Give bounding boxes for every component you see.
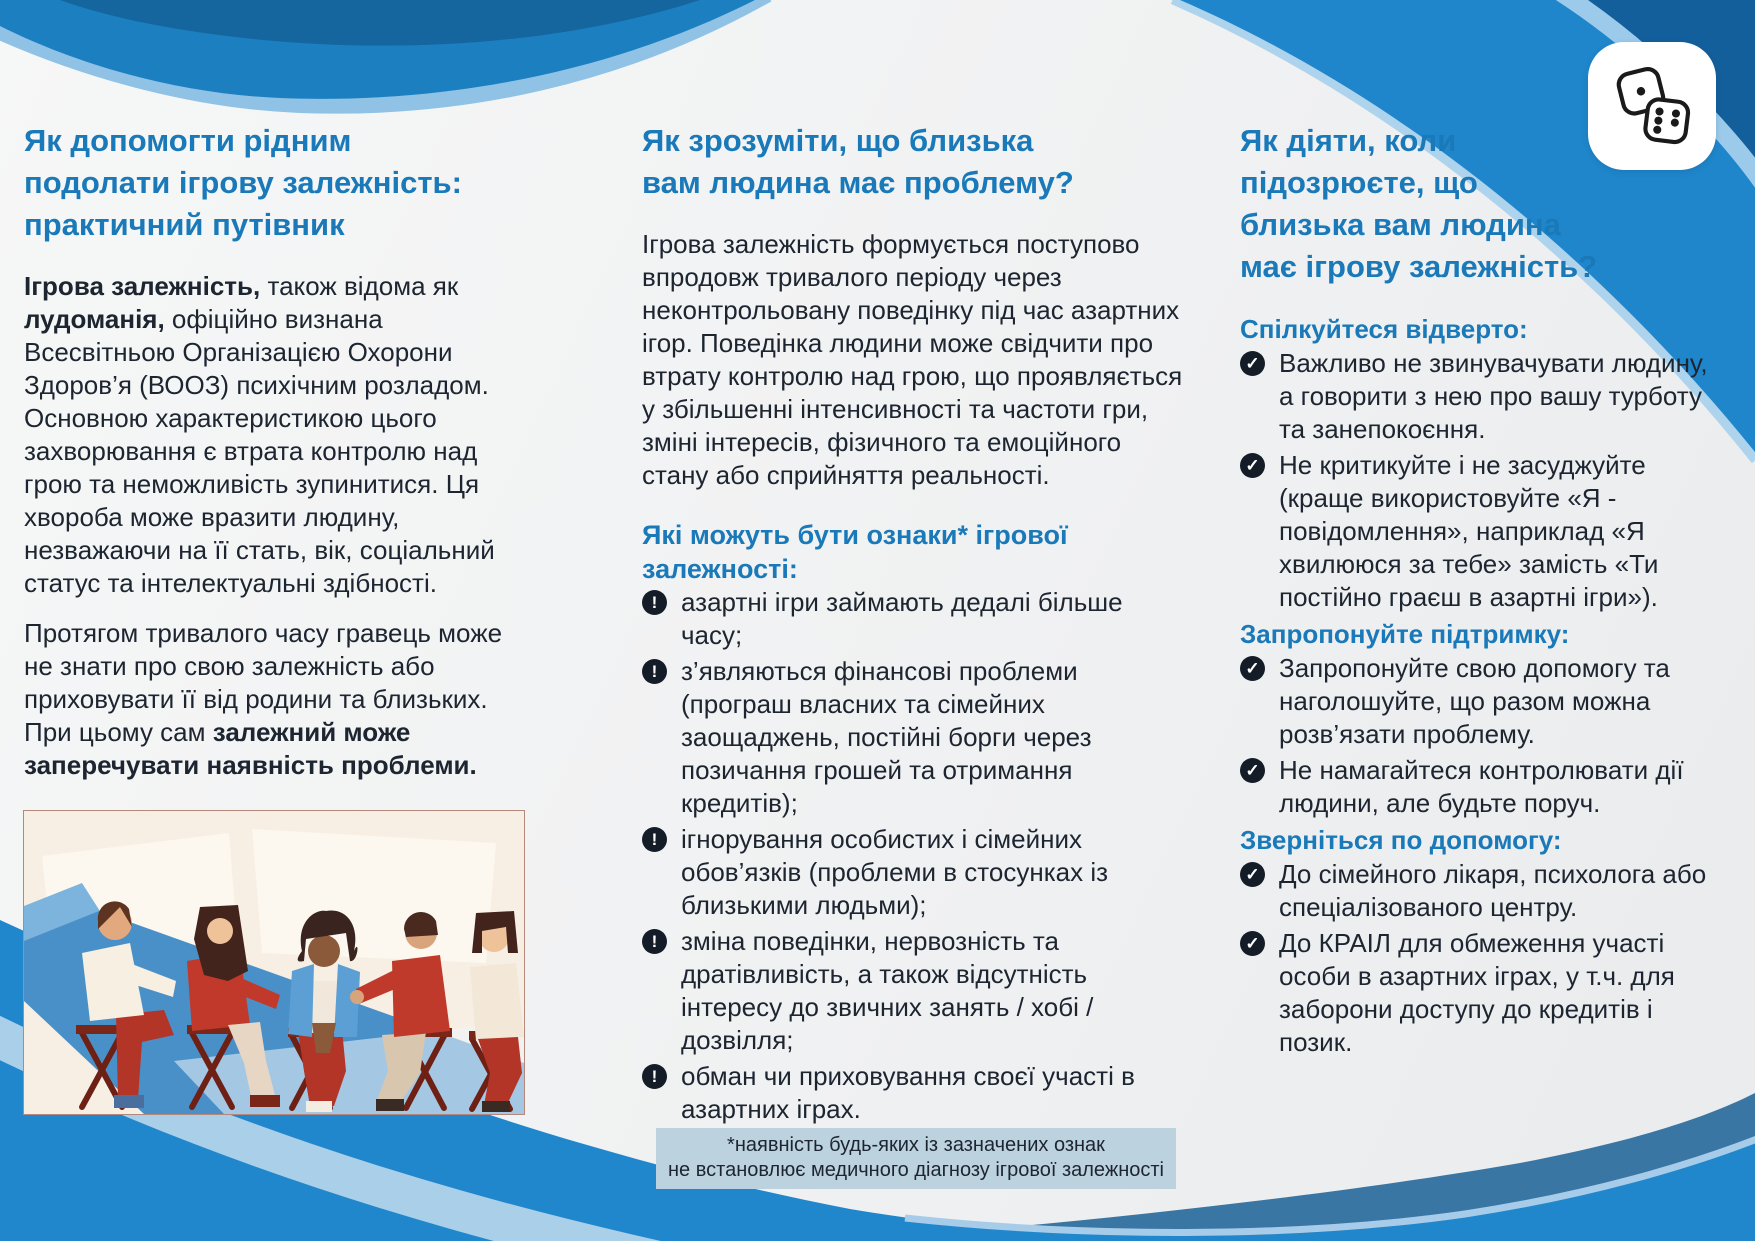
list-item	[642, 925, 1190, 1057]
title-line: Як допомогти рідним	[24, 123, 352, 158]
section-list	[1240, 858, 1718, 1059]
title-line: вам людина має проблему?	[642, 165, 1074, 200]
list-item-text: До КРАІЛ для обмеження участі особи в азартних іграх, у т.ч. для заборони доступу до кредитів і позик.	[1279, 928, 1675, 1057]
list-item	[1240, 347, 1718, 446]
list-item-text: Запропонуйте свою допомогу та наголошуйте, що разом можна розв’язати проблему.	[1279, 653, 1670, 749]
exclamation-icon: !	[642, 590, 667, 615]
check-icon: ✓	[1240, 453, 1265, 478]
list-item-text: Не намагайтеся контролювати дії людини, але будьте поруч.	[1279, 755, 1684, 818]
list-item-text: зміна поведінки, нервозність та дратівливість, а також відсутність інтересу до звичних занять / хобі / дозвілля;	[681, 926, 1094, 1055]
exclamation-icon: !	[642, 1064, 667, 1089]
section-title: Зверніться по допомогу:	[1240, 825, 1562, 855]
list-item	[1240, 754, 1718, 820]
list-item	[1240, 858, 1718, 924]
list-item	[642, 1060, 1190, 1126]
list-item-text: обман чи приховування своєї участі в азартних іграх.	[681, 1061, 1135, 1124]
check-icon: ✓	[1240, 931, 1265, 956]
middle-panel-title	[642, 120, 1190, 204]
list-item-text: Не критикуйте і не засуджуйте (краще використовуйте «Я - повідомлення», наприклад «Я хвилююся за тебе» замість «Ти постійно граєш в азартні ігри»).	[1279, 450, 1659, 612]
signs-list	[642, 586, 1190, 1126]
section-list	[1240, 652, 1718, 820]
check-icon: ✓	[1240, 656, 1265, 681]
dice-badge	[1588, 42, 1716, 170]
check-icon: ✓	[1240, 758, 1265, 783]
check-icon: ✓	[1240, 862, 1265, 887]
list-item-text: ігнорування особистих і сімейних обов’язків (проблеми в стосунках із близькими людьми);	[681, 824, 1109, 920]
list-item	[642, 655, 1190, 820]
title-line: має ігрову залежність?	[1240, 249, 1598, 284]
section-list	[1240, 347, 1718, 614]
list-item	[1240, 927, 1718, 1059]
list-item	[1240, 652, 1718, 751]
list-item	[642, 586, 1190, 652]
paragraph: Ігрова залежність, також відома як лудоманія, офіційно визнана Всесвітньою Організацією Охорони Здоров’я (ВООЗ) психічним розладом. Основною характеристикою цього захворювання є втрата контролю над грою та неможливість зупинитися. Ця хвороба може вразити людину, незважаючи на її стать, вік, соціальний статус та інтелектуальні здібності.	[24, 271, 495, 598]
title-line: Як діяти, коли	[1240, 123, 1457, 158]
section-title: Спілкуйтеся відверто:	[1240, 314, 1528, 344]
dice-icon	[1606, 60, 1698, 152]
list-item	[642, 823, 1190, 922]
group-therapy-illustration	[23, 810, 525, 1115]
list-item-text: До сімейного лікаря, психолога або спеціалізованого центру.	[1279, 859, 1707, 922]
left-panel	[24, 120, 538, 799]
exclamation-icon: !	[642, 827, 667, 852]
left-panel-body	[24, 270, 538, 782]
check-icon: ✓	[1240, 351, 1265, 376]
title-line: близька вам людина	[1240, 207, 1561, 242]
list-item-text: з’являються фінансові проблеми (програш власних та сімейних заощаджень, постійні борги через позичання грошей та отримання кредитів);	[681, 656, 1092, 818]
list-item-text: Важливо не звинувачувати людину, а говорити з нею про вашу турботу та занепокоєння.	[1279, 348, 1708, 444]
exclamation-icon: !	[642, 659, 667, 684]
list-item	[1240, 449, 1718, 614]
middle-panel	[642, 120, 1190, 1129]
title-line: подолати ігрову залежність:	[24, 165, 462, 200]
title-line: підозрюєте, що	[1240, 165, 1478, 200]
left-panel-title	[24, 120, 538, 246]
title-line: практичний путівник	[24, 207, 345, 242]
footnote	[642, 1128, 1190, 1189]
section-title: Запропонуйте підтримку:	[1240, 619, 1570, 649]
signs-subtitle: Які можуть бути ознаки* ігрової залежності:	[642, 520, 1068, 584]
right-panel	[1240, 120, 1718, 1062]
paragraph: Ігрова залежність формується поступово впродовж тривалого періоду через неконтрольовану поведінку під час азартних ігор. Поведінка людини може свідчити про втрату контролю над грою, що проявляється у збільшенні інтенсивності та частоти гри, зміні інтересів, фізичного та емоційного стану або сприйняття реальності.	[642, 229, 1183, 490]
paragraph: Протягом тривалого часу гравець може не знати про свою залежність або приховувати її від родини та близьких. При цьому сам залежний може заперечувати наявність проблеми.	[24, 618, 503, 780]
middle-panel-body	[642, 228, 1190, 492]
title-line: Як зрозуміти, що близька	[642, 123, 1034, 158]
footnote-text: *наявність будь-яких із зазначених ознак не встановлює медичного діагнозу ігрової залежності	[656, 1128, 1176, 1189]
exclamation-icon: !	[642, 929, 667, 954]
list-item-text: азартні ігри займають дедалі більше часу;	[681, 587, 1123, 650]
